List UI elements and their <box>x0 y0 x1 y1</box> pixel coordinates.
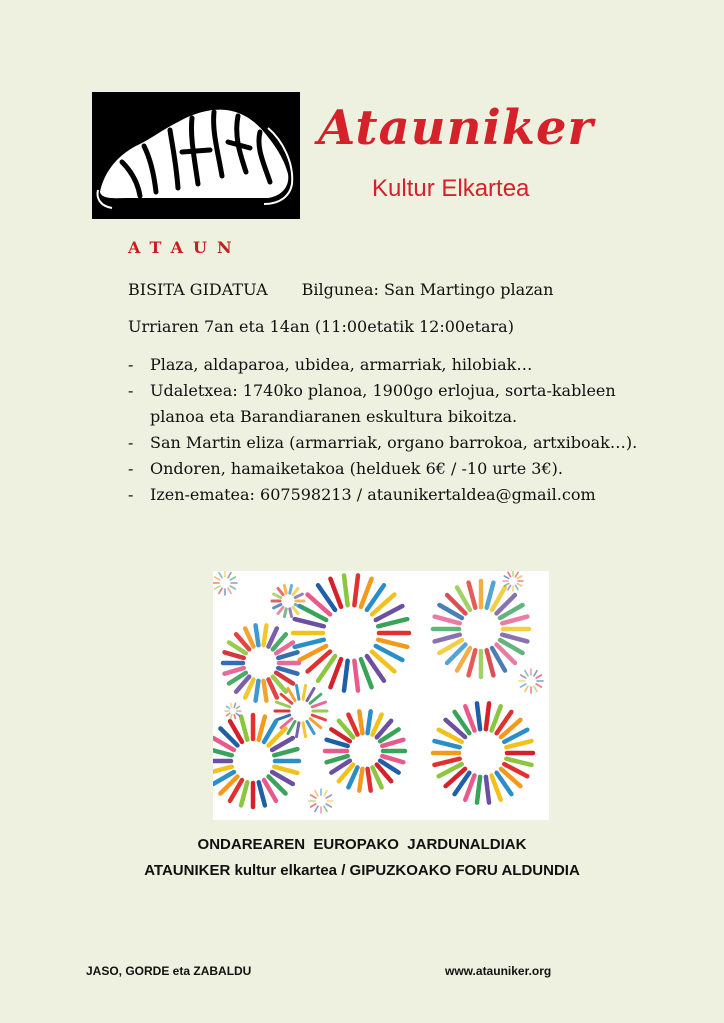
sunburst-ray <box>311 804 316 807</box>
sunburst-ray <box>295 594 302 597</box>
sunburst-ray <box>303 685 305 699</box>
sunburst-ray <box>274 767 297 773</box>
sunburst-ray <box>228 588 231 593</box>
sunburst-ray <box>312 702 325 707</box>
sunburst <box>213 571 237 595</box>
sunburst-ray <box>310 719 321 728</box>
sunburst-ray <box>525 686 528 691</box>
sunburst-ray <box>382 756 403 762</box>
sunburst-ray <box>296 685 298 699</box>
sunburst-ray <box>293 607 298 613</box>
footer-organizers: ATAUNIKER kultur elkartea / GIPUZKOAKO FORU ALDUNDIA <box>144 862 580 879</box>
sunburst-ray <box>502 635 527 642</box>
sunburst-ray <box>536 684 541 687</box>
sunburst-ray <box>312 715 325 720</box>
sunburst-ray <box>327 756 348 762</box>
sunburst-ray <box>521 675 526 678</box>
footer-website[interactable]: www.atauniker.org <box>445 964 552 978</box>
sunburst-ray <box>435 617 460 624</box>
sunburst-ray <box>517 576 521 579</box>
sunburst-ray <box>315 791 318 796</box>
sunburst-ray <box>281 719 292 728</box>
sunburst <box>293 575 409 690</box>
sunburst-ray <box>278 668 297 674</box>
sunburst-ray <box>506 759 531 765</box>
sunburst-ray <box>264 625 267 645</box>
sunburst-ray <box>284 585 286 593</box>
dates-line: Urriaren 7an eta 14an (11:00etatik 12:00etara) <box>128 317 514 336</box>
sunburst-ray <box>274 594 281 597</box>
sunburst-ray <box>344 575 348 605</box>
sunburst-artwork <box>213 571 549 820</box>
sunburst-ray <box>525 671 528 676</box>
sunburst-ray <box>536 675 541 678</box>
sunburst <box>225 703 241 718</box>
sunburst <box>519 669 543 693</box>
sunburst-ray <box>256 625 259 645</box>
meeting-point: Bilgunea: San Martingo plazan <box>301 280 554 299</box>
sunburst-ray <box>259 717 265 740</box>
sunburst-ray <box>227 713 230 715</box>
sunburst-ray <box>236 713 239 715</box>
sunburst-pattern <box>213 571 549 820</box>
sunburst-ray <box>230 577 235 580</box>
sunburst-ray <box>295 619 324 626</box>
sunburst-ray <box>256 681 259 701</box>
sunburst-ray <box>278 588 283 594</box>
visit-items-list <box>128 352 648 508</box>
sunburst-ray <box>277 715 290 720</box>
sunburst-ray <box>516 585 519 589</box>
sunburst-ray <box>278 607 283 613</box>
sunburst-ray <box>504 584 508 587</box>
sunburst-ray <box>234 715 235 719</box>
sunburst-ray <box>288 721 295 733</box>
sunburst-ray <box>295 640 324 647</box>
visit-line <box>128 280 553 299</box>
sunburst-ray <box>487 650 494 675</box>
footer-motto: JASO, GORDE eta ZABALDU <box>86 964 252 978</box>
sunburst-ray <box>326 795 331 798</box>
sunburst-ray <box>236 706 239 708</box>
sunburst-ray <box>378 619 407 626</box>
sunburst-ray <box>434 741 459 747</box>
sunburst-ray <box>469 650 476 675</box>
sunburst-ray <box>284 609 286 617</box>
sunburst-ray <box>303 723 305 737</box>
sunburst <box>433 703 533 802</box>
brand-subtitle: Kultur Elkartea <box>372 175 530 202</box>
sunburst-ray <box>274 749 297 755</box>
sunburst <box>325 711 405 790</box>
footer-heading: ONDAREAREN EUROPAKO JARDUNALDIAK <box>197 836 527 853</box>
sunburst-ray <box>508 585 511 589</box>
sunburst-ray <box>326 804 331 807</box>
sunburst-ray <box>241 717 247 740</box>
sunburst-ray <box>354 661 358 691</box>
sunburst-ray <box>296 723 298 737</box>
sunburst-ray <box>469 583 476 608</box>
sunburst-ray <box>213 749 232 755</box>
sunburst-ray <box>477 703 480 729</box>
list-item: - Ondoren, hamaiketakoa (helduek 6€ / -10 urte 3€). <box>128 456 648 482</box>
sunburst-ray <box>506 741 531 747</box>
sunburst-ray <box>225 668 244 674</box>
sunburst-ray <box>290 585 292 593</box>
sunburst-ray <box>378 640 407 647</box>
sunburst-ray <box>435 635 460 642</box>
list-item: - Izen-ematea: 607598213 / ataunikertaldea@gmail.com <box>128 482 648 508</box>
sunburst-ray <box>368 711 371 733</box>
sunburst-ray <box>516 572 519 576</box>
sunburst-ray <box>477 777 480 803</box>
sunburst-ray <box>259 782 265 805</box>
sunburst-ray <box>213 767 232 773</box>
sunburst-ray <box>486 703 489 729</box>
list-item: - Plaza, aldaparoa, ubidea, armarriak, hilobiak… <box>128 352 648 378</box>
sunburst-ray <box>293 588 298 594</box>
sunburst-ray <box>324 806 327 811</box>
sunburst-ray <box>504 576 508 579</box>
sunburst-ray <box>508 572 511 576</box>
sunburst-ray <box>277 702 290 707</box>
sunburst-ray <box>534 671 537 676</box>
list-item: - Udaletxea: 1740ko planoa, 1900go erlojua, sorta-kableen planoa eta Barandiaranen eskultura bikoitza. <box>128 378 648 430</box>
sunburst-ray <box>230 586 235 589</box>
sunburst-ray <box>434 759 459 765</box>
sunburst-ray <box>327 740 348 746</box>
sunburst-ray <box>241 782 247 805</box>
sunburst-ray <box>231 715 232 719</box>
sunburst-ray <box>517 584 521 587</box>
sunburst-ray <box>228 573 231 578</box>
sunburst-ray <box>281 694 292 703</box>
sunburst-ray <box>486 777 489 803</box>
rock-drawing <box>92 92 300 219</box>
sunburst-ray <box>315 806 318 811</box>
sunburst-ray <box>359 711 362 733</box>
sunburst-ray <box>307 721 314 733</box>
sunburst-ray <box>290 609 292 617</box>
sunburst-ray <box>368 769 371 791</box>
sunburst-ray <box>307 688 314 700</box>
sunburst-ray <box>227 706 230 708</box>
sunburst-ray <box>274 604 281 607</box>
sunburst-ray <box>231 703 232 707</box>
town-heading: ATAUN <box>128 238 242 257</box>
brand-name: Atauniker <box>318 100 594 156</box>
sunburst-ray <box>219 588 222 593</box>
sunburst <box>213 715 299 807</box>
sunburst-ray <box>310 694 321 703</box>
sunburst-ray <box>359 769 362 791</box>
sunburst-ray <box>219 573 222 578</box>
logo-image <box>92 92 300 219</box>
sunburst-ray <box>215 586 220 589</box>
sunburst-ray <box>354 575 358 605</box>
sunburst-ray <box>324 791 327 796</box>
sunburst-ray <box>234 703 235 707</box>
sunburst-ray <box>278 652 297 658</box>
sunburst-ray <box>534 686 537 691</box>
sunburst-ray <box>264 681 267 701</box>
sunburst-ray <box>311 795 316 798</box>
sunburst-ray <box>502 617 527 624</box>
sunburst-ray <box>521 684 526 687</box>
sunburst-ray <box>344 661 348 691</box>
sunburst-ray <box>487 583 494 608</box>
sunburst-ray <box>382 740 403 746</box>
list-item: - San Martin eliza (armarriak, organo barrokoa, artxiboak…). <box>128 430 648 456</box>
visit-label: BISITA GIDATUA <box>128 280 268 299</box>
sunburst <box>309 789 333 813</box>
sunburst-ray <box>225 652 244 658</box>
sunburst <box>272 585 304 616</box>
sunburst <box>433 581 529 677</box>
sunburst-ray <box>215 577 220 580</box>
sunburst-ray <box>288 688 295 700</box>
